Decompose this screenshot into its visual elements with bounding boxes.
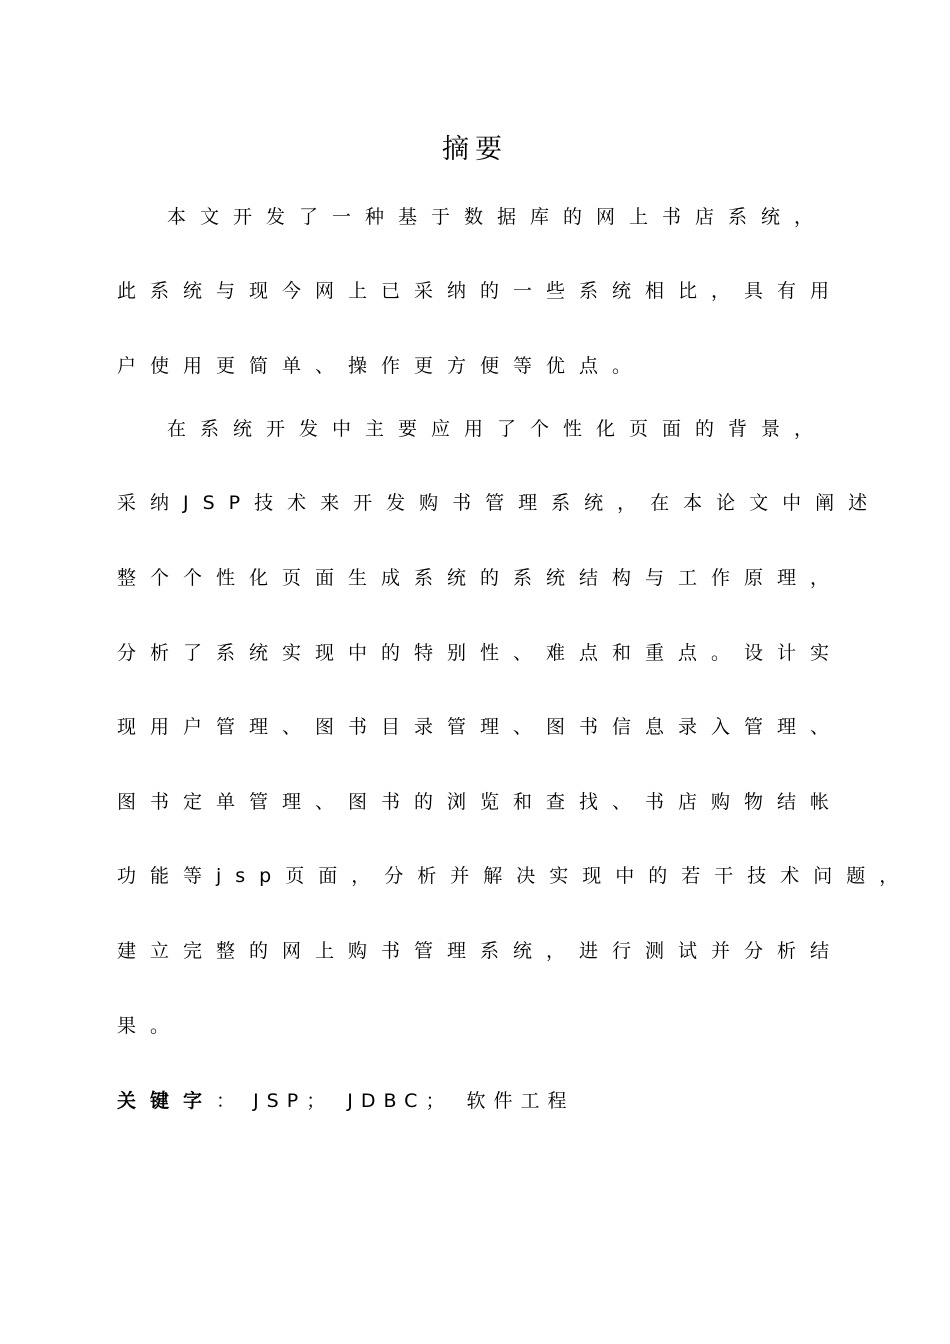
abstract-line-9: 图书定单管理、图书的浏览和查找、书店购物结帐 <box>117 791 844 813</box>
abstract-title: 摘要 <box>442 134 508 165</box>
keywords-list: JSP； JDBC； 软件工程 <box>253 1090 575 1112</box>
keywords-separator: ： <box>216 1090 248 1112</box>
keywords-label: 关键字 <box>117 1090 217 1112</box>
keywords-line <box>117 1087 845 1115</box>
abstract-line-10: 功能等jsp页面，分析并解决实现中的若干技术问题， <box>117 865 913 887</box>
abstract-line-8: 现用户管理、图书目录管理、图书信息录入管理、 <box>117 716 844 738</box>
abstract-line-6: 整个个性化页面生成系统的系统结构与工作原理， <box>117 567 844 589</box>
abstract-line-3: 户使用更简单、操作更方便等优点。 <box>117 355 646 377</box>
abstract-line-7: 分析了系统实现中的特别性、难点和重点。设计实 <box>117 642 844 664</box>
abstract-line-12: 果。 <box>117 1015 184 1037</box>
abstract-line-5: 采纳JSP技术来开发购书管理系统，在本论文中阐述 <box>117 492 882 514</box>
abstract-line-2: 此系统与现今网上已采纳的一些系统相比，具有用 <box>117 280 844 302</box>
abstract-line-4: 在系统开发中主要应用了个性化页面的背景， <box>167 418 828 440</box>
abstract-line-11: 建立完整的网上购书管理系统，进行测试并分析结 <box>117 940 844 962</box>
abstract-line-1: 本文开发了一种基于数据库的网上书店系统， <box>167 206 828 228</box>
